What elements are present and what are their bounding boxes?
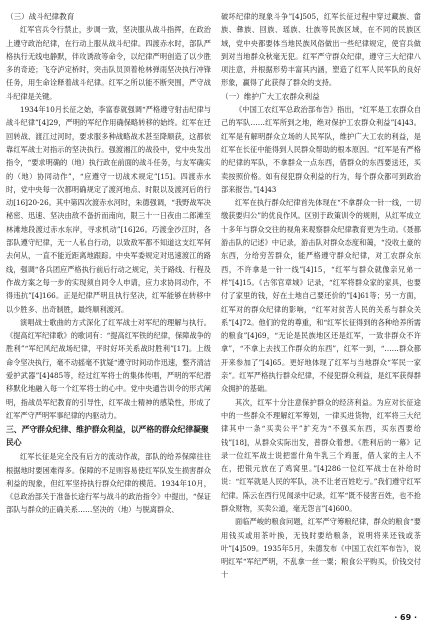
paragraph: 其次，红军十分注意保护群众的经济利益。为应对长征途中的一些群众不理解红军筹划，一律买进货物，红军将三大纪律其中一条“买卖公平”扩充为“不强买东西，买东西要给钱”[18]，从群众实际出发，普群众着想。《胜利后的一幕》记录一位红军战士说把雷什角牛乳三个鸡蛋，借人家的主人不在，把银元放在了鸡窝里。”[4]286一位红军战士在补给时说：“红军就是人民的军队，决不让老百姓吃亏。”我们遵守红军纪律。陈云在西行见闻录中记录，红军“既不侵害百姓，也不抢群众财物，买卖公道，毫无怨言”[4]600。 (221, 397, 421, 513)
subsection-heading: （一）维护广大工农群众利益 (221, 91, 320, 101)
right-column (221, 10, 421, 582)
paragraph: 面临严峻的粮食问题，红军严守筹粮纪律，群众的粮食“要用钱买或用茶叶换，无钱时要给粮条，说明将来还钱或茶叶”[4]509。1935年5月，朱德发布《中国工农红军布告》，说明红军“军纪严明，不乱拿一丝一粟；粮食公平购买，价钱交付十 (221, 517, 421, 580)
paragraph: 《中国工农红军总政治部布告》指出，“红军是工农群众自己的军队……红军所到之地，绝对保护工农群众利益”[4]43。红军是有解明群众立场的人民军队，维护广大工农的利益，是红军在长征中能得到人民群众帮助的根本原因。“红军是有严格的纪律的军队，不拿群众一点东西，借群众的东西要送还，买卖按照价格。如有侵犯群众利益的行为，每个群众都可到政治部来报告。”[4]43 (221, 105, 421, 194)
paragraph: 红军长征是完全没有后方的流动作战，部队的给养保障往往根据地时要困难得多。保障的不足则容易使红军队发生损害群众利益的现象，但红军坚持执行群众纪律的模范。1934年10月，《总政治部关于准备长途行军与战斗的政治指令》中提出，“保证部队与群众的正确关系……坚决的（地）与脱离群众、 (6, 452, 211, 515)
paragraph: 红军官兵令行禁止，步调一致，坚决服从战斗指挥，在政治上遵守政治纪律，在行动上服从战斗纪律。四渡赤水时，部队严格执行无线电静默，伴攻诱敌等命令，以纪律严明创造了以少胜多的奇迹；飞夺泸定桥时，突击队员顶着枪林弹雨坚决执行冲锋任务，用生命诠释着战斗纪律。红军之所以能不断突围，严守战斗纪律是关键。 (6, 25, 211, 101)
page-number: · 69 · (394, 613, 417, 622)
section-heading: 三、严守群众纪律、维护群众利益，以严格的群众纪律凝聚民心 (6, 425, 209, 447)
left-column (6, 10, 211, 517)
subsection-heading: （三）战斗纪律教育 (6, 12, 75, 21)
paragraph: 演唱战士歌曲的方式深化了红军战士对军纪的理解与执行。《提高红军纪律歌》的歌词有：“提高红军铁的纪律，保障战争的胜利”“军纪风纪战场纪律，平时好坏关系战时胜利”[17]。上级命令坚决执行，毫不动摇毫不犹疑“遵守时间动作迅速，整齐清洁爱护武器”[4]485等，经过红军将士的集体传唱，严明的军纪潜移默化地融入每一个红军将士的心中。党中央通告训令的形式阐明，指战员军纪教育的引导性，红军战士精神的感染性，形成了红军严守严明军事纪律的内驱动力。 (6, 317, 211, 420)
paragraph: 红军在执行群众纪律首先体现在“不拿群众一针一线，一切缴获要归公”的优良作风。区别于政策训令的规则，从红军成立十多年与群众交往的视角来观察群众纪律教育更为生动。《聂都游击队的记述》中记录，游击队对群众态度和蔼，“没收土豪的东西，分给穷苦群众，能严格遵守群众纪律，对工农群众东西，不许拿是一针一线”[4]15，“红军与群众就像亲兄弟一样”[4]15。《古邻官章城》记录，“红军将群众家的家具，也要付了家里的钱，好在土地自己要还价的”[4]61等；另一方面，红军对的群众纪律的影响，“红军对贫苦人民的关系与群众关系”[4]72。他们的党的尊重，和“红军长征得到的各种给养所需的粮食”[4]69，“无论是民族地区还是红军，一致非群众不许拿”，“不拿上去找工作群众的东西”，红军一到，“……群众都开来参加了”[4]65。更好地体现了红军与当地群众“军民一家亲”。红军严格执行群众纪律，不侵犯群众利益，是红军获得群众拥护的基础。 (221, 198, 421, 394)
paragraph: 1934年10月长征之始，李富春就强调“严格遵守射击纪律与战斗纪律”[4]29，严明的军纪作用确保略转移的始终。红军在迁回转战、渡江过河时，要求服多种战略战术甚至降顺获，这都依靠红军战士对指示的坚决执行。强渡湘江的战役中，党中央发出指令，“要求明确的（地）执行政在前面的战斗任务，与友军确实的（地）协同动作”，“应遵守一切战术规定”[15]。四渡赤水时，党中央每一次都明确规定了渡河地点、时限以及渡河后的行动[16]20-26。其中第四次渡赤水河时，朱德强调，“我野战军决秘密、迅速、坚决由敌不备折而南向，限三十一日夜由二郎滩至林滩地段渡过赤水东岸，寻求机动”[16]26。巧渡金沙江时，各部队遵守纪律，无一人私自行动，以致敌军都不知道这支红军何去何从，一直不能近距离地跟踪。中央军委规定对迅速渡江的路线，强调“各兵团应严格执行前后行动之规定，关于路线、行程及作战方案之每一步的实现须自同令人申请，应力求协同动作，不得违抗”[4]166。正是纪律严明且执行坚决，红军能够在转移中以少胜多、出奇制胜，最终顺利渡河。 (6, 105, 211, 314)
paragraph: 破坏纪律的现象斗争”[4]505，红军长征过程中穿过藏族、畲族、彝族、回族、瑶族、壮族等民族区域，在不同的民族区域，党中央都要体当地民族风俗做出一些纪律规定，使官兵做到对当地群众秋毫无犯。红军严守群众纪律，遵守三大纪律八项注意，并根据形势丰富其内涵，塑造了红军人民军队的良好形象，赢得了此获得了群众的支持。 (221, 12, 421, 88)
